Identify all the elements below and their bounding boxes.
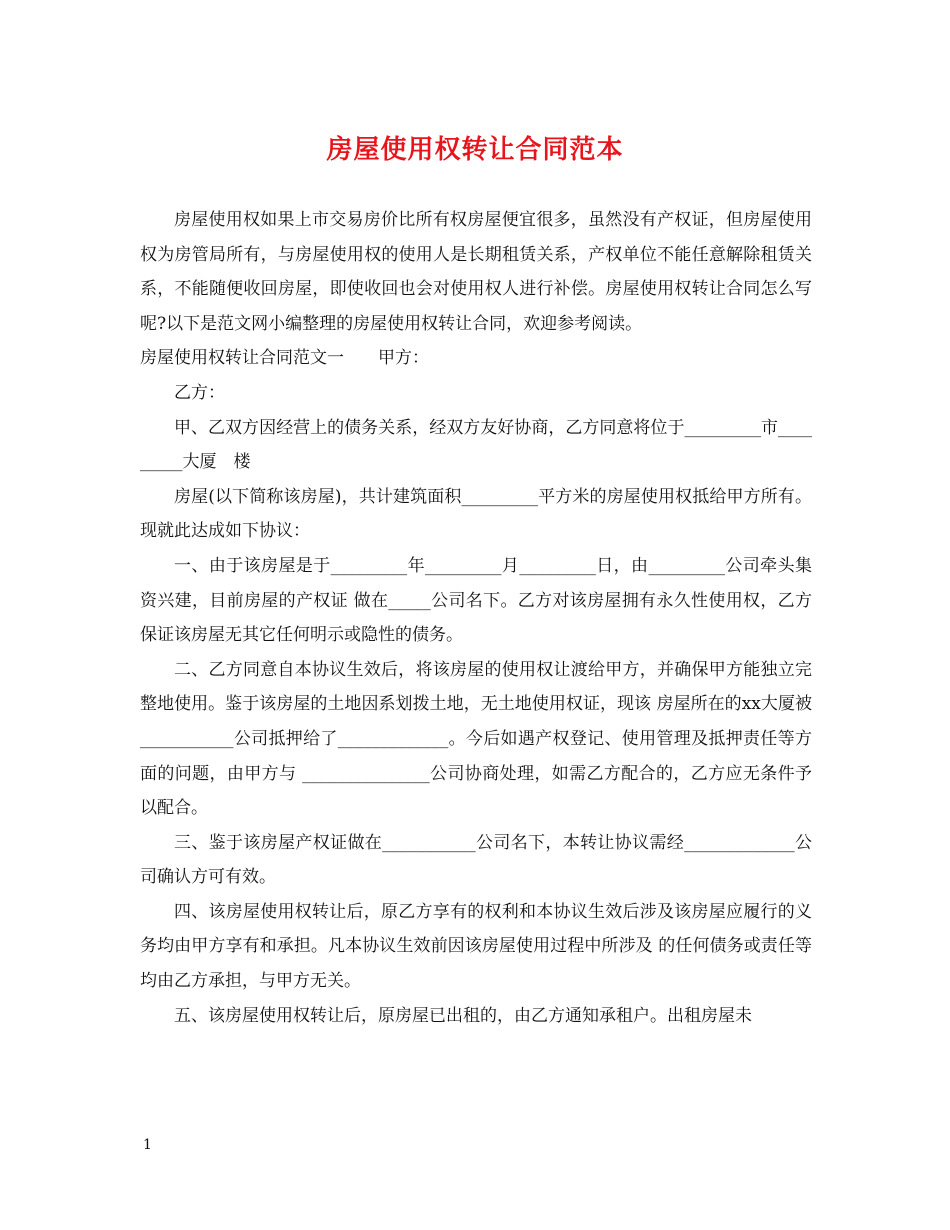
paragraph-clause-3: 三、鉴于该房屋产权证做在___________公司名下，本转让协议需经_____________公司确认方可有效。 bbox=[140, 832, 812, 888]
paragraph-contract-heading: 房屋使用权转让合同范文一 甲方： bbox=[140, 348, 429, 369]
paragraph-intro: 房屋使用权如果上市交易房价比所有权房屋便宜很多，虽然没有产权证，但房屋使用权为房管局所有，与房屋使用权的使用人是长期租赁关系，产权单位不能任意解除租赁关系，不能随便收回房屋，即使收回也会对使用权人进行补偿。房屋使用权转让合同怎么写呢?以下是范文网小编整理的房屋使用权转让合同，欢迎参考阅读。 bbox=[140, 210, 812, 334]
page-number: 1 bbox=[143, 1137, 152, 1153]
paragraph-area: 房屋(以下简称该房屋)，共计建筑面积_________平方米的房屋使用权抵给甲方所有。现就此达成如下协议： bbox=[140, 486, 812, 542]
paragraph-clause-2: 二、乙方同意自本协议生效后，将该房屋的使用权让渡给甲方，并确保甲方能独立完整地使用。鉴于该房屋的土地因系划拨土地，无土地使用权证，现该 房屋所在的xx大厦被___________公司抵押给了_____________。今后如遇产权登记、使用管理及抵押责任等方面的问题，由甲方与 _______________公司协商处理，如需乙方配合的，乙方应无条件予以配合。 bbox=[140, 659, 812, 819]
paragraph-clause-4: 四、该房屋使用权转让后，原乙方享有的权利和本协议生效后涉及该房屋应履行的义务均由甲方享有和承担。凡本协议生效前因该房屋使用过程中所涉及 的任何债务或责任等均由乙方承担，与甲方无关。 bbox=[140, 901, 812, 992]
document-title: 房屋使用权转让合同范本 bbox=[326, 135, 624, 165]
paragraph-location: 甲、乙双方因经营上的债务关系，经双方友好协商，乙方同意将位于_________市_________大厦 楼 bbox=[140, 417, 812, 473]
paragraph-party-b: 乙方： bbox=[174, 382, 225, 403]
paragraph-clause-5: 五、该房屋使用权转让后，原房屋已出租的，由乙方通知承租户。出租房屋未 bbox=[174, 1005, 752, 1026]
document-body bbox=[140, 203, 812, 1033]
paragraph-clause-1: 一、由于该房屋是于_________年_________月_________日，由_________公司牵头集资兴建，目前房屋的产权证 做在_____公司名下。乙方对该房屋拥有永久性使用权，乙方保证该房屋无其它任何明示或隐性的债务。 bbox=[140, 555, 812, 646]
